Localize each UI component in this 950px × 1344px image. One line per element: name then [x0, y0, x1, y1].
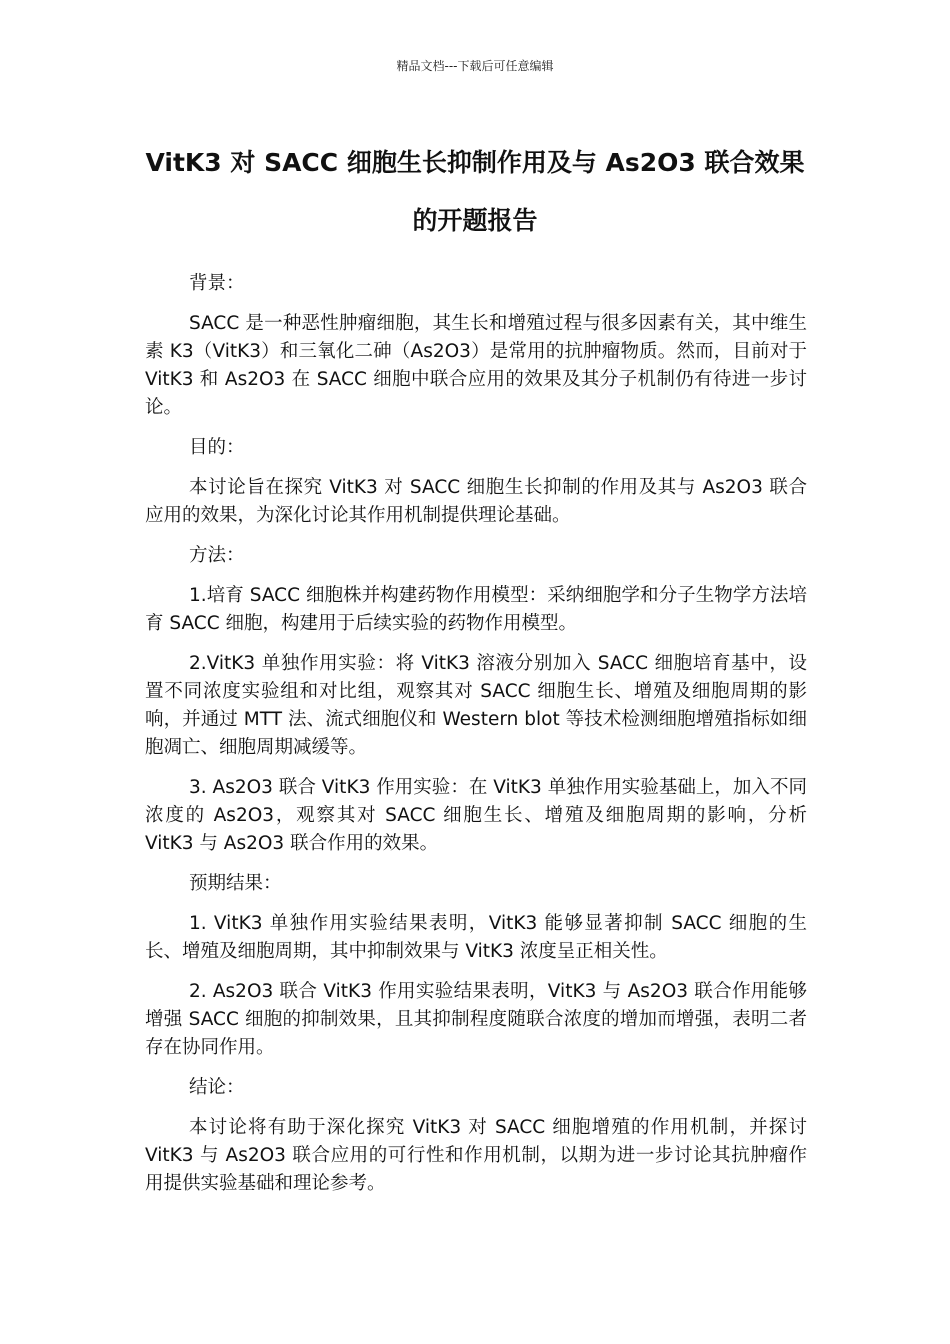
document-title: VitK3 对 SACC 细胞生长抑制作用及与 As2O3 联合效果的开题报告 — [145, 148, 805, 235]
methods-item-1: 1.培育 SACC 细胞株并构建药物作用模型：采纳细胞学和分子生物学方法培育 SACC 细胞，构建用于后续实验的药物作用模型。 — [145, 585, 807, 634]
conclusion-heading: 结论： — [189, 1077, 245, 1098]
methods-item-2: 2.VitK3 单独作用实验：将 VitK3 溶液分别加入 SACC 细胞培育基中，设置不同浓度实验组和对比组，观察其对 SACC 细胞生长、增殖及细胞周期的影响，并通过 MTT 法、流式细胞仪和 Western blot 等技术检测细胞增殖指标如细胞凋亡、细胞周期减缓等。 — [145, 653, 807, 758]
document-body — [145, 270, 807, 1210]
background-paragraph: SACC 是一种恶性肿瘤细胞，其生长和增殖过程与很多因素有关，其中维生素 K3（VitK3）和三氧化二砷（As2O3）是常用的抗肿瘤物质。然而，目前对于 VitK3 和 As2O3 在 SACC 细胞中联合应用的效果及其分子机制仍有待进一步讨论。 — [145, 313, 807, 418]
purpose-paragraph: 本讨论旨在探究 VitK3 对 SACC 细胞生长抑制的作用及其与 As2O3 联合应用的效果，为深化讨论其作用机制提供理论基础。 — [145, 477, 807, 526]
methods-heading: 方法： — [189, 545, 245, 566]
methods-item-3: 3. As2O3 联合 VitK3 作用实验：在 VitK3 单独作用实验基础上，加入不同浓度的 As2O3，观察其对 SACC 细胞生长、增殖及细胞周期的影响，分析 VitK3 与 As2O3 联合作用的效果。 — [145, 777, 807, 854]
purpose-heading: 目的： — [189, 437, 245, 458]
conclusion-paragraph: 本讨论将有助于深化探究 VitK3 对 SACC 细胞增殖的作用机制，并探讨 VitK3 与 As2O3 联合应用的可行性和作用机制，以期为进一步讨论其抗肿瘤作用提供实验基础和理论参考。 — [145, 1117, 807, 1194]
expected-results-item-1: 1. VitK3 单独作用实验结果表明，VitK3 能够显著抑制 SACC 细胞的生长、增殖及细胞周期，其中抑制效果与 VitK3 浓度呈正相关性。 — [145, 913, 807, 962]
expected-results-item-2: 2. As2O3 联合 VitK3 作用实验结果表明，VitK3 与 As2O3 联合作用能够增强 SACC 细胞的抑制效果，且其抑制程度随联合浓度的增加而增强，表明二者存在协同作用。 — [145, 981, 807, 1058]
expected-results-heading: 预期结果： — [189, 873, 282, 894]
header-note: 精品文档---下载后可任意编辑 — [396, 59, 554, 73]
background-heading: 背景： — [189, 273, 245, 294]
